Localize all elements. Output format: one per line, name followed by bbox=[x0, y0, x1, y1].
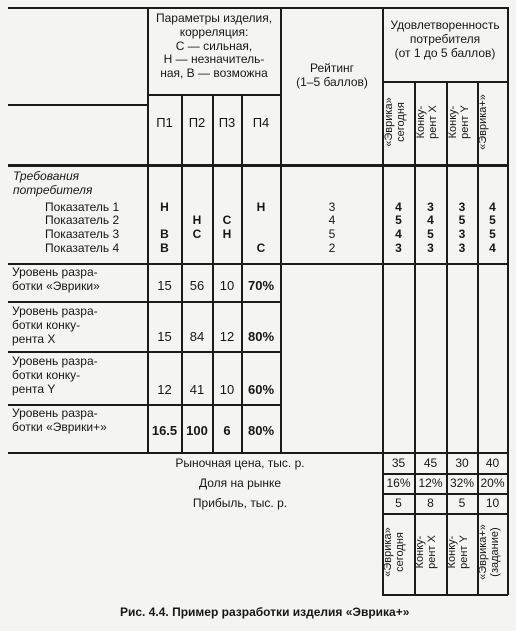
level-value: 10 bbox=[219, 382, 235, 397]
requirement-correlation: В bbox=[160, 241, 169, 255]
requirement-satisfaction: 3 bbox=[458, 241, 466, 255]
rule-top bbox=[8, 7, 508, 9]
level-label: Уровень разра- ботки конку- рента Y bbox=[12, 354, 98, 396]
requirement-satisfaction: 5 bbox=[489, 227, 496, 241]
bottom-col-competitor-y: Конку- рент Y bbox=[446, 535, 471, 569]
market-value: 12% bbox=[418, 476, 443, 490]
market-value: 40 bbox=[485, 456, 500, 470]
figure-caption: Рис. 4.4. Пример разработки изделия «Эврика+» bbox=[120, 605, 410, 619]
level-value: 15 bbox=[157, 278, 172, 293]
rating-header: Рейтинг (1–5 баллов) bbox=[296, 61, 368, 89]
rule-s2 bbox=[446, 81, 448, 595]
requirement-satisfaction: 5 bbox=[427, 227, 434, 241]
params-header: Параметры изделия, корреляция: С — сильная, Н — незначитель- ная, В — возможна bbox=[155, 11, 273, 81]
requirement-satisfaction: 3 bbox=[458, 200, 466, 214]
market-value: 10 bbox=[485, 496, 500, 510]
bottom-col-competitor-x: Конку- рент X bbox=[414, 535, 439, 569]
market-value: 5 bbox=[395, 496, 402, 510]
requirement-correlation: Н bbox=[192, 213, 202, 227]
level-value: 60% bbox=[247, 382, 275, 397]
level-value: 56 bbox=[189, 278, 205, 293]
rule-s3 bbox=[477, 81, 479, 595]
requirement-satisfaction: 4 bbox=[395, 200, 402, 214]
level-value: 84 bbox=[189, 329, 205, 344]
requirement-satisfaction: 5 bbox=[489, 213, 496, 227]
rule-level-1 bbox=[8, 301, 280, 303]
requirement-label: Показатель 2 bbox=[45, 213, 120, 227]
param-col-1: П1 bbox=[156, 115, 173, 130]
bottom-col-eureka-today: «Эврика» сегодня bbox=[382, 527, 407, 577]
rule-satisfaction-header bbox=[382, 81, 508, 83]
sat-col-eureka-today: «Эврика» сегодня bbox=[383, 97, 408, 147]
market-value: 8 bbox=[427, 496, 434, 510]
requirement-satisfaction: 4 bbox=[489, 241, 496, 255]
requirement-correlation: В bbox=[160, 227, 169, 241]
requirement-satisfaction: 4 bbox=[427, 213, 434, 227]
requirement-satisfaction: 4 bbox=[395, 227, 402, 241]
requirement-satisfaction: 3 bbox=[458, 227, 466, 241]
requirement-correlation: С bbox=[192, 227, 202, 241]
market-value: 16% bbox=[386, 476, 411, 490]
rule-bottom bbox=[382, 594, 508, 596]
level-value: 6 bbox=[223, 423, 231, 438]
market-label: Прибыль, тыс. р. bbox=[192, 496, 288, 510]
requirement-label: Показатель 4 bbox=[45, 241, 120, 255]
rule-level-2 bbox=[8, 351, 280, 353]
rule-p3 bbox=[241, 94, 243, 453]
requirement-satisfaction: 3 bbox=[395, 241, 402, 255]
requirement-correlation: Н bbox=[222, 227, 232, 241]
rule-market-1 bbox=[382, 473, 508, 475]
market-label: Рыночная цена, тыс. р. bbox=[175, 456, 305, 470]
market-value: 20% bbox=[480, 476, 505, 490]
level-value: 12 bbox=[157, 382, 172, 397]
level-value: 10 bbox=[219, 278, 235, 293]
rule-left-header bbox=[8, 104, 148, 106]
requirement-rating: 3 bbox=[328, 200, 336, 214]
level-value: 80% bbox=[247, 423, 275, 438]
requirement-rating: 5 bbox=[328, 227, 336, 241]
requirement-correlation: Н bbox=[160, 200, 169, 214]
rule-p1 bbox=[181, 94, 183, 453]
requirement-satisfaction: 3 bbox=[427, 241, 434, 255]
level-label: Уровень разра- ботки «Эврики+» bbox=[12, 406, 107, 434]
requirement-correlation: С bbox=[256, 241, 266, 255]
requirement-rating: 4 bbox=[328, 213, 336, 227]
requirement-correlation: С bbox=[222, 213, 232, 227]
level-label: Уровень разра- ботки «Эврики» bbox=[12, 265, 100, 293]
rule-s1 bbox=[414, 81, 416, 595]
market-value: 30 bbox=[455, 456, 469, 470]
level-value: 41 bbox=[189, 382, 205, 397]
requirement-satisfaction: 3 bbox=[427, 200, 434, 214]
requirements-title: Требования потребителя bbox=[13, 169, 93, 197]
market-value: 45 bbox=[423, 456, 438, 470]
rule-p2 bbox=[212, 94, 214, 453]
market-value: 32% bbox=[449, 476, 475, 490]
requirement-satisfaction: 5 bbox=[395, 213, 402, 227]
rule-market-3 bbox=[382, 513, 508, 515]
rule-right bbox=[507, 7, 509, 595]
level-value: 100 bbox=[186, 423, 208, 438]
requirement-satisfaction: 4 bbox=[489, 200, 496, 214]
requirement-label: Показатель 3 bbox=[45, 227, 120, 241]
param-col-4: П4 bbox=[252, 115, 270, 130]
requirement-correlation: Н bbox=[256, 200, 266, 214]
rule-levels-bottom bbox=[8, 452, 508, 454]
sat-col-competitor-x: Конку- рент X bbox=[415, 105, 440, 139]
satisfaction-header: Удовлетворенность потребителя (от 1 до 5 баллов) bbox=[390, 18, 500, 60]
level-value: 15 bbox=[157, 329, 172, 344]
sat-col-competitor-y: Конку- рент Y bbox=[447, 105, 472, 139]
param-col-2: П2 bbox=[188, 115, 206, 130]
rule-header-bottom bbox=[8, 164, 508, 167]
sat-col-eureka-plus: «Эврика+» bbox=[477, 94, 489, 150]
level-value: 80% bbox=[247, 329, 275, 344]
param-col-3: П3 bbox=[218, 115, 236, 130]
bottom-col-eureka-plus: «Эврика+» (задание) bbox=[477, 524, 502, 580]
market-value: 35 bbox=[391, 456, 406, 470]
level-value: 70% bbox=[247, 278, 275, 293]
level-label: Уровень разра- ботки конку- рента X bbox=[12, 304, 98, 346]
requirement-satisfaction: 5 bbox=[458, 213, 466, 227]
rule-market-2 bbox=[382, 493, 508, 495]
market-value: 5 bbox=[458, 496, 466, 510]
requirement-rating: 2 bbox=[328, 241, 336, 255]
market-label: Доля на рынке bbox=[198, 476, 282, 490]
level-value: 16.5 bbox=[151, 423, 178, 438]
level-value: 12 bbox=[219, 329, 235, 344]
requirement-label: Показатель 1 bbox=[45, 200, 120, 214]
rule-params-header bbox=[147, 94, 280, 96]
